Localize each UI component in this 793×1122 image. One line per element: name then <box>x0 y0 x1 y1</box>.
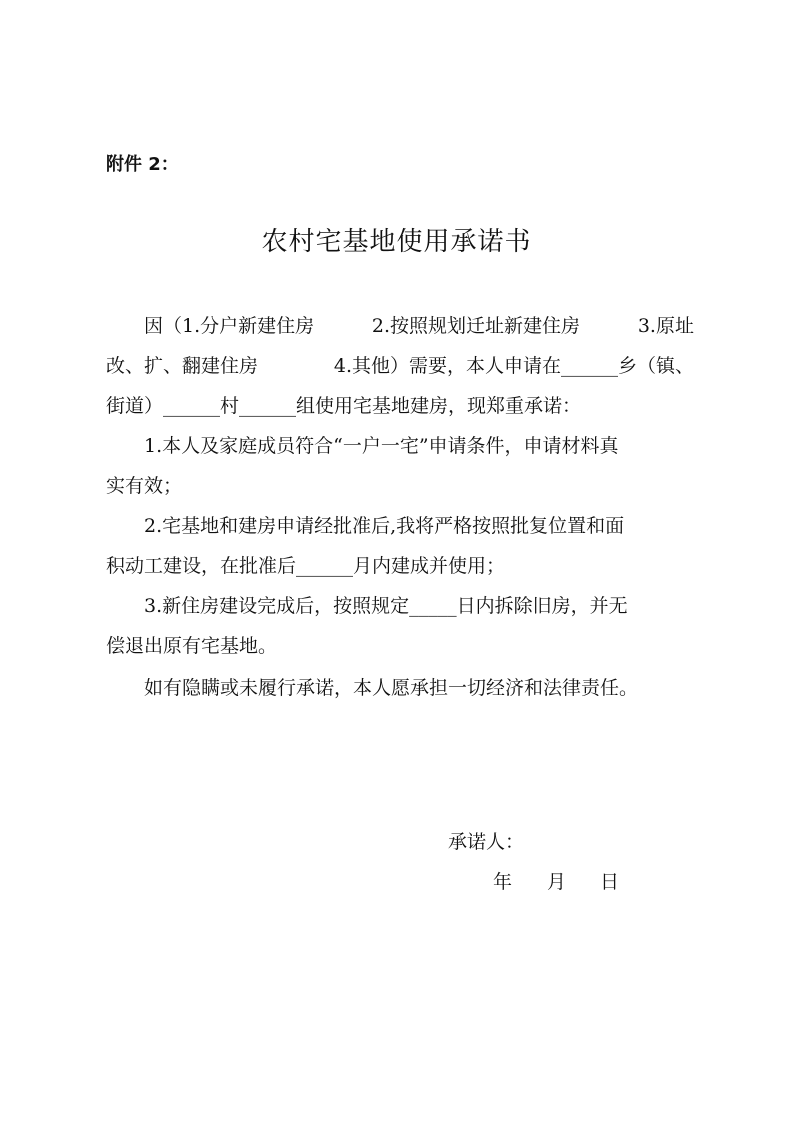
signature-label: 承诺人： <box>448 831 525 853</box>
date-month-label: 月 <box>547 871 567 893</box>
item-3-line-2: 偿退出原有宅基地。 <box>106 635 278 657</box>
document-title: 农村宅基地使用承诺书 <box>261 227 532 257</box>
item-1-line-2: 实有效； <box>106 475 183 497</box>
intro-line-1-part-1: 因（1.分户新建住房 <box>144 315 315 337</box>
intro-line-2-part-2: 4.其他）需要，本人申请在______乡（镇、 <box>333 355 694 377</box>
attachment-label: 附件 2： <box>106 154 179 175</box>
intro-line-2-part-1: 改、扩、翻建住房 <box>106 355 259 377</box>
item-2-line-2: 积动工建设，在批准后______月内建成并使用； <box>106 555 506 577</box>
item-1-line-1: 1.本人及家庭成员符合“一户一宅”申请条件，申请材料真 <box>144 435 619 457</box>
item-3-line-1: 3.新住房建设完成后，按照规定_____日内拆除旧房，并无 <box>144 595 628 617</box>
intro-line-1 <box>144 312 694 340</box>
intro-line-2 <box>106 352 694 380</box>
date-day-label: 日 <box>600 871 620 893</box>
intro-line-1-part-3: 3.原址 <box>637 315 694 337</box>
intro-line-1-part-2: 2.按照规划迁址新建住房 <box>371 315 581 337</box>
item-2-line-1: 2.宅基地和建房申请经批准后,我将严格按照批复位置和面 <box>144 515 625 537</box>
intro-line-3: 街道）______村______组使用宅基地建房，现郑重承诺： <box>106 395 582 417</box>
date-year-label: 年 <box>493 871 513 893</box>
closing-statement: 如有隐瞒或未履行承诺，本人愿承担一切经济和法律责任。 <box>144 677 639 699</box>
